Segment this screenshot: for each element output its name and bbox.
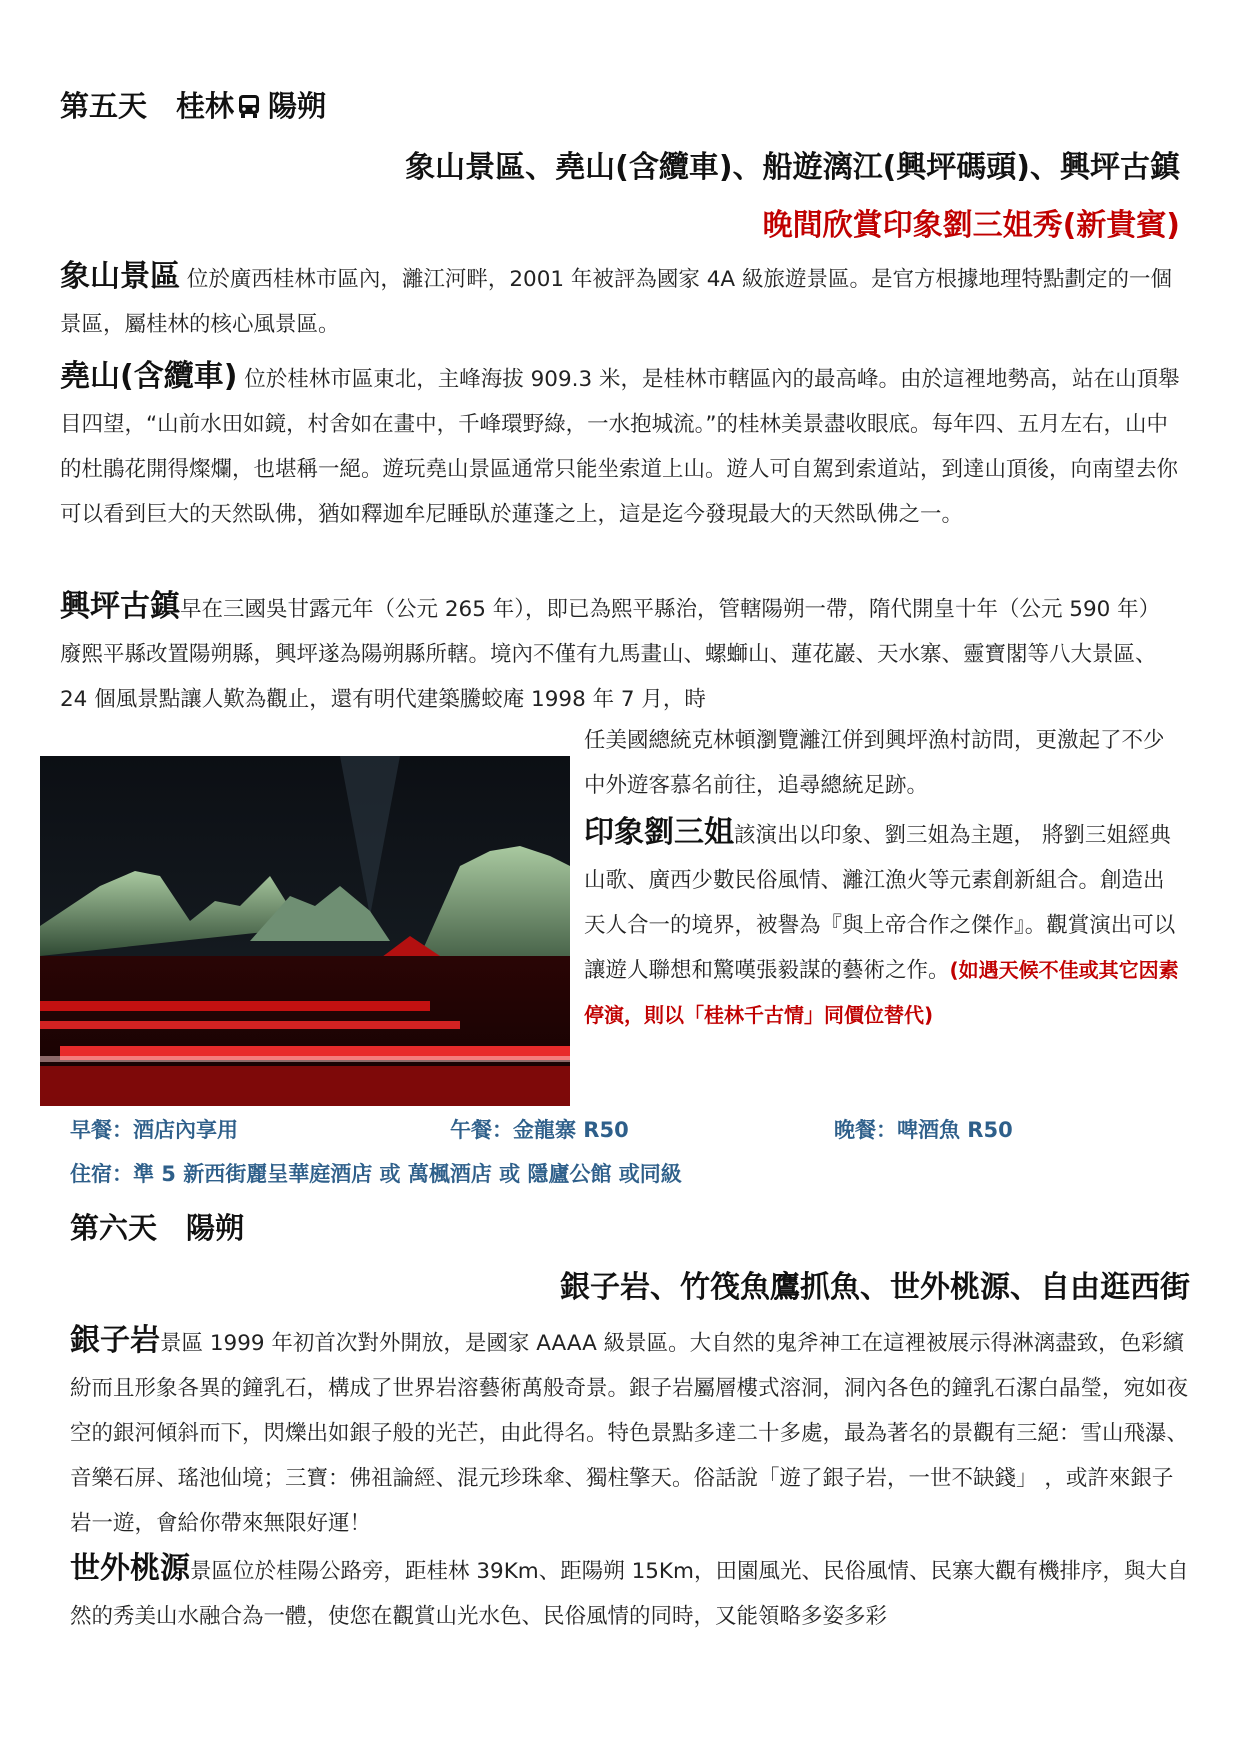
xingping-paragraph-continued: 任美國總統克林頓瀏覽灕江併到興坪漁村訪問，更激起了不少中外遊客慕名前往，追尋總統足跡。	[584, 728, 1165, 798]
yinziyan-heading: 銀子岩	[70, 1323, 160, 1358]
xingping-paragraph: 興坪古鎮早在三國吳甘露元年（公元 265 年），即已為熙平縣治，管轄陽朔一帶，隋代開皇十年（公元 590 年）廢熙平縣改置陽朔縣，興坪遂為陽朔縣所轄。境內不僅有九馬畫山、螺螄山、蓮花巖、天水寨、靈寶閣等八大景區、24 個風景點讓人歎為觀止，還有明代建築騰蛟庵 1998 年 7 月，時	[60, 589, 1161, 712]
xingping-heading: 興坪古鎮	[60, 589, 180, 624]
day5-title: 第五天 桂林 陽朔	[60, 89, 327, 123]
xiangshan-heading: 象山景區	[60, 259, 180, 294]
day6-title: 第六天 陽朔	[70, 1211, 245, 1245]
day5-route: 象山景區、堯山(含纜車)、船遊漓江(興坪碼頭)、興坪古鎮	[405, 150, 1180, 185]
breakfast-label: 早餐：酒店內享用	[70, 1118, 238, 1142]
bus-icon	[236, 93, 262, 119]
day5-evening-show: 晚間欣賞印象劉三姐秀(新貴賓)	[762, 208, 1180, 243]
yaoshan-heading: 堯山(含纜車)	[60, 359, 238, 394]
hotel-label: 住宿：準 5 新西街麗呈華庭酒店 或 萬楓酒店 或 隱廬公館 或同級	[70, 1162, 682, 1186]
day6-route: 銀子岩、竹筏魚鷹抓魚、世外桃源、自由逛西街	[560, 1270, 1190, 1305]
night-show-image	[40, 756, 570, 1106]
xiangshan-paragraph: 象山景區 位於廣西桂林市區內，灕江河畔，2001 年被評為國家 4A 級旅遊景區。是官方根據地理特點劃定的一個景區，屬桂林的核心風景區。	[60, 259, 1172, 337]
yinxiang-paragraph: 印象劉三姐該演出以印象、劉三姐為主題， 將劉三姐經典山歌、廣西少數民俗風情、灕江漁火等元素創新組合。創造出天人合一的境界，被譽為『與上帝合作之傑作』。觀賞演出可以讓遊人聯想和驚嘆張毅謀的藝術之作。(如遇天候不佳或其它因素停演，則以「桂林千古情」同價位替代)	[584, 815, 1179, 1027]
dinner-label: 晚餐：啤酒魚 R50	[834, 1118, 1013, 1142]
taoyuan-paragraph: 世外桃源景區位於桂陽公路旁，距桂林 39Km、距陽朔 15Km，田園風光、民俗風情、民寨大觀有機排序，與大自然的秀美山水融合為一體，使您在觀賞山光水色、民俗風情的同時，又能領略多姿多彩	[70, 1551, 1189, 1629]
yinziyan-paragraph: 銀子岩景區 1999 年初首次對外開放，是國家 AAAA 級景區。大自然的鬼斧神工在這裡被展示得淋漓盡致，色彩繽紛而且形象各異的鐘乳石，構成了世界岩溶藝術萬般奇景。銀子岩屬層樓式溶洞，洞內各色的鐘乳石潔白晶瑩，宛如夜空的銀河傾斜而下，閃爍出如銀子般的光芒，由此得名。特色景點多達二十多處，最為著名的景觀有三絕：雪山飛瀑、音樂石屏、瑤池仙境；三寶：佛祖論經、混元珍珠傘、獨柱擎天。俗話說「遊了銀子岩，一世不缺錢」 ，或許來銀子岩一遊，會給你帶來無限好運！	[70, 1323, 1189, 1536]
lunch-label: 午餐：金龍寨 R50	[450, 1118, 629, 1142]
yaoshan-paragraph: 堯山(含纜車) 位於桂林市區東北，主峰海拔 909.3 米，是桂林市轄區內的最高峰。由於這裡地勢高，站在山頂舉目四望，“山前水田如鏡，村舍如在畫中，千峰環野綠，一水抱城流。”的桂林美景盡收眼底。每年四、五月左右，山中的杜鵑花開得燦爛，也堪稱一絕。遊玩堯山景區通常只能坐索道上山。遊人可自駕到索道站，到達山頂後，向南望去你可以看到巨大的天然臥佛，猶如釋迦牟尼睡臥於蓮蓬之上，這是迄今發現最大的天然臥佛之一。	[60, 359, 1180, 527]
yinxiang-weather-note: (如遇天候不佳或其它因素停演，則以「桂林千古情」同價位替代)	[584, 958, 1179, 1027]
taoyuan-heading: 世外桃源	[70, 1551, 190, 1586]
yinxiang-heading: 印象劉三姐	[584, 815, 734, 850]
impression-show-photo	[40, 756, 570, 1106]
